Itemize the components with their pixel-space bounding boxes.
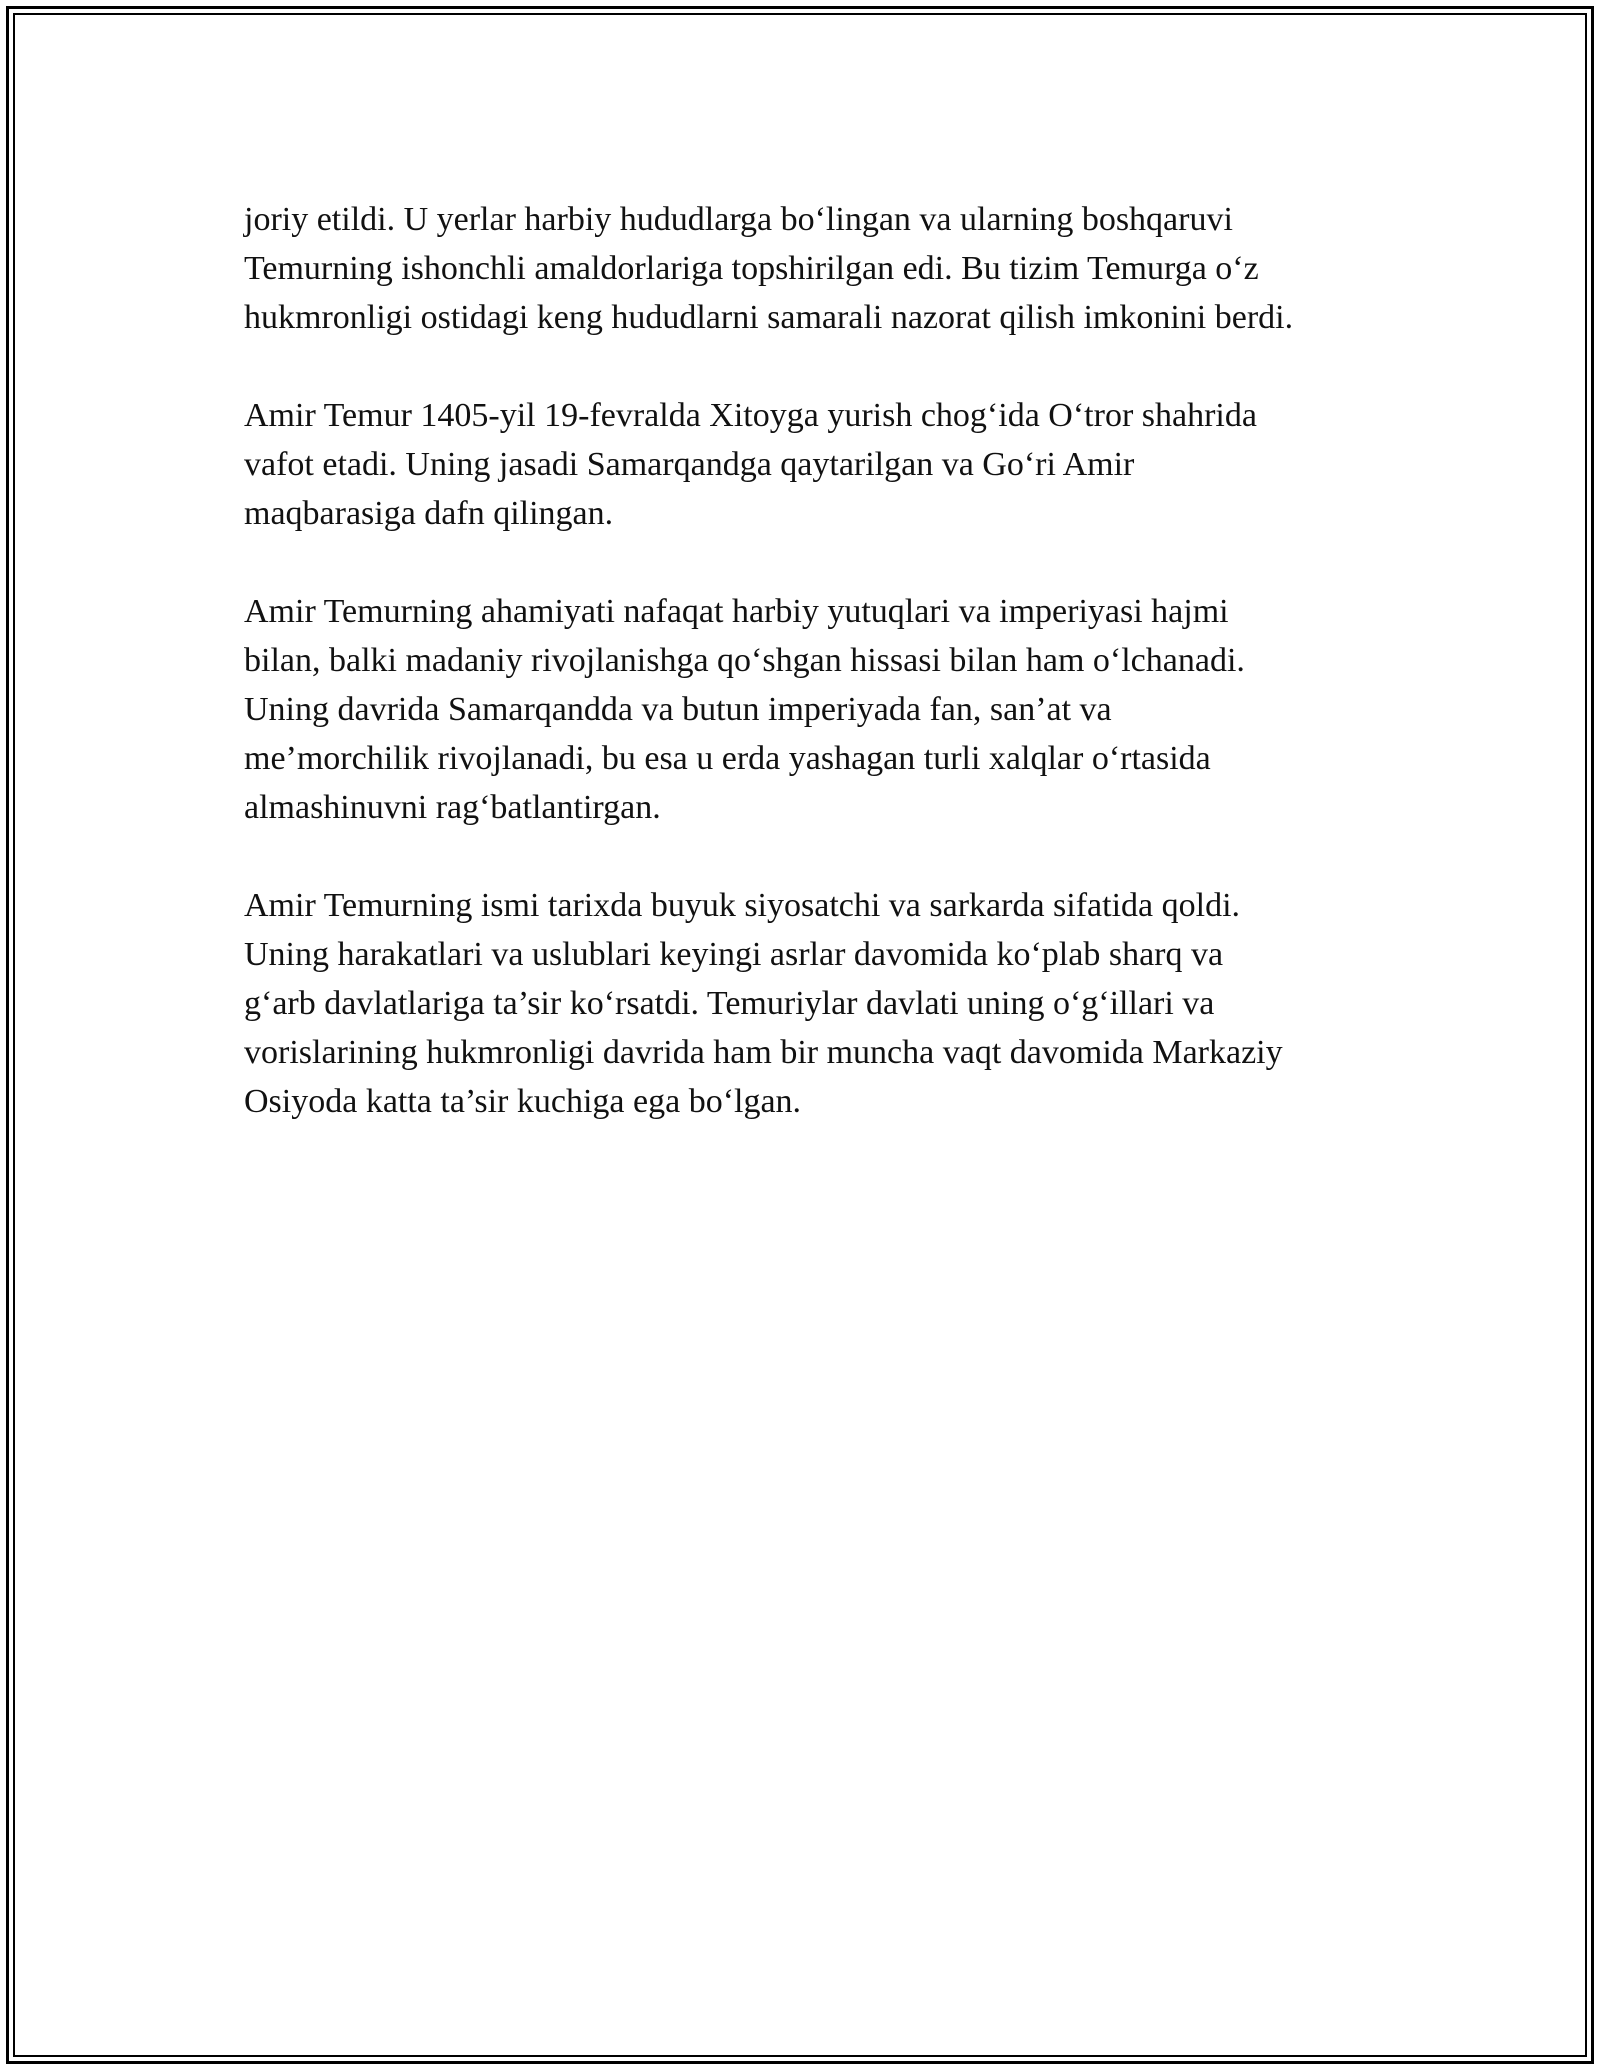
text-line: bilan, balki madaniy rivojlanishga qo‘shgan hissasi bilan ham o‘lchanadi. (244, 642, 1245, 679)
document-body (244, 195, 1404, 1175)
text-line: vafot etadi. Uning jasadi Samarqandga qaytarilgan va Go‘ri Amir (244, 446, 1135, 483)
page-frame (6, 6, 1594, 2064)
paragraph-3 (244, 587, 1404, 832)
text-line: Temurning ishonchli amaldorlariga topshirilgan edi. Bu tizim Temurga o‘z (244, 250, 1259, 287)
text-line: vorislarining hukmronligi davrida ham bir muncha vaqt davomida Markaziy (244, 1034, 1283, 1071)
text-line: hukmronligi ostidagi keng hududlarni samarali nazorat qilish imkonini berdi. (244, 299, 1294, 336)
text-line: g‘arb davlatlariga ta’sir ko‘rsatdi. Temuriylar davlati uning o‘g‘illari va (244, 985, 1215, 1022)
text-line: Amir Temurning ismi tarixda buyuk siyosatchi va sarkarda sifatida qoldi. (244, 887, 1241, 924)
text-line: Uning davrida Samarqandda va butun imperiyada fan, san’at va (244, 691, 1112, 728)
text-line: Osiyoda katta ta’sir kuchiga ega bo‘lgan. (244, 1083, 802, 1120)
text-line: maqbarasiga dafn qilingan. (244, 495, 614, 532)
text-line: me’morchilik rivojlanadi, bu esa u erda yashagan turli xalqlar o‘rtasida (244, 740, 1211, 777)
text-line: Uning harakatlari va uslublari keyingi asrlar davomida ko‘plab sharq va (244, 936, 1224, 973)
text-line: almashinuvni rag‘batlantirgan. (244, 789, 661, 826)
paragraph-1 (244, 195, 1404, 342)
text-line: Amir Temur 1405-yil 19-fevralda Xitoyga yurish chog‘ida O‘tror shahrida (244, 397, 1257, 434)
text-line: Amir Temurning ahamiyati nafaqat harbiy yutuqlari va imperiyasi hajmi (244, 593, 1229, 630)
paragraph-2 (244, 391, 1404, 538)
text-line: joriy etildi. U yerlar harbiy hududlarga bo‘lingan va ularning boshqaruvi (244, 201, 1233, 238)
paragraph-4 (244, 881, 1404, 1126)
